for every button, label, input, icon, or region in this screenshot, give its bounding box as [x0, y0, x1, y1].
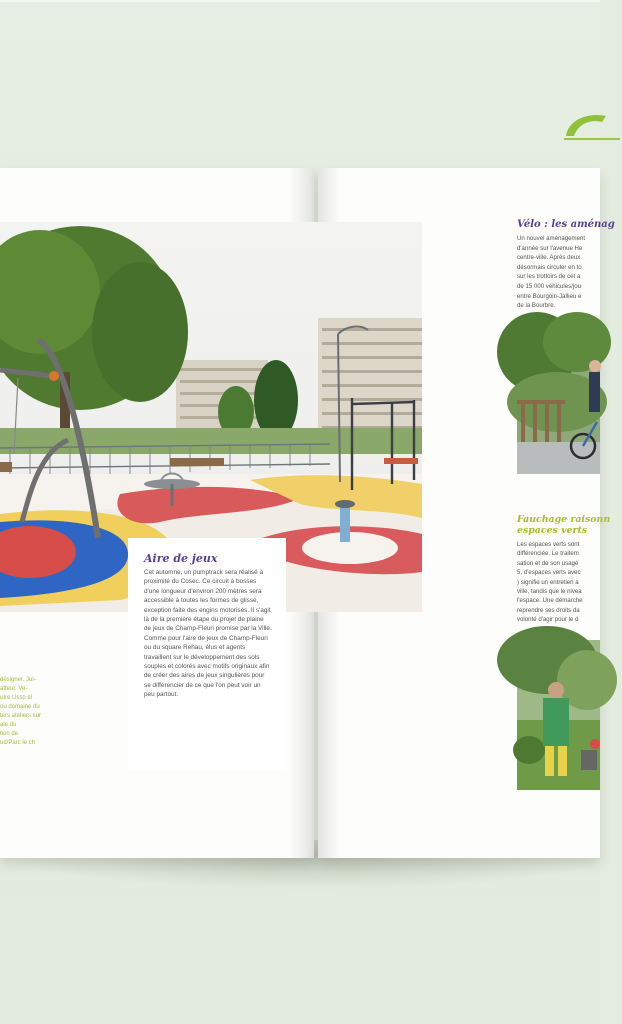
- velo-line: désormais circuler en to: [517, 263, 582, 271]
- fauchage-heading: [517, 514, 617, 536]
- fauchage-line: volonté d'agir pour le d: [517, 616, 579, 624]
- left-column-line: tion de: [0, 731, 19, 737]
- gardener-photo: [517, 640, 600, 790]
- fauchage-line: ) signifie un entretien a: [517, 578, 579, 586]
- velo-line: entre Bourgoin-Jallieu e: [517, 292, 582, 300]
- left-column-line: atteur, Ve-: [0, 686, 28, 692]
- left-column-line: désigner, Jul-: [0, 677, 36, 683]
- velo-heading: Vélo : les aménag: [517, 219, 615, 230]
- fauchage-heading-line: Fauchage raisonn: [517, 514, 611, 525]
- left-column-line: ud/Parc le ch: [0, 740, 36, 746]
- fauchage-line: ville, tandis que le nivea: [517, 588, 582, 596]
- velo-line: centre-ville. Après deux: [517, 254, 581, 262]
- aire-de-jeux-box: [128, 538, 286, 770]
- top-edge-line: [0, 0, 600, 2]
- fauchage-line: sation et de son usage: [517, 559, 579, 567]
- velo-line: de 15 000 véhicules/jou: [517, 282, 582, 290]
- cyclist-photo: [517, 322, 600, 474]
- fauchage-line: l'espace. Une démarche: [517, 597, 583, 605]
- fauchage-line: différenciée. Le traitem: [517, 550, 579, 558]
- logo-arc-icon: [562, 108, 622, 140]
- velo-text: [517, 234, 607, 311]
- velo-line: Un nouvel aménagement: [517, 235, 586, 242]
- aire-de-jeux-heading: Aire de jeux: [144, 552, 218, 565]
- velo-line: de la Bourbre.: [517, 302, 556, 310]
- fauchage-text: [517, 540, 607, 625]
- velo-line: sur les trottoirs de cet a: [517, 273, 581, 281]
- fauchage-heading-line: espaces verts: [517, 525, 588, 536]
- left-column-line: ale du: [0, 722, 17, 728]
- left-column-text: [0, 676, 60, 748]
- fauchage-line: reprendre ses droits da: [517, 606, 580, 614]
- fauchage-line: Les espaces verts sont: [517, 541, 580, 548]
- aire-de-jeux-body: Cet automne, un pumptrack sera réalisé à proximité du Cosec. Ce circuit à bosses d'une longueur d'environ 200 mètres sera accessible à toutes les formes de glisse, exception faite des engins motorisés. Il s'agit là de la première étape du projet de plaine de jeux de Champ-Fleuri promise par la Ville. Comme pour l'aire de jeux de Champ-Fleuri ou du square Rehau, élus et agents travaillent sur le développement des sols souples et colorés avec motifs originaux afin de créer des aires de jeux singulières pour se différencier de ce que l'on peut voir un peu partout.: [144, 569, 272, 699]
- left-column-line: ou domaine du: [0, 704, 40, 710]
- left-column-line: ters ateliers sur: [0, 713, 42, 719]
- fauchage-line: 5, d'espaces verts avec: [517, 569, 581, 577]
- velo-line: d'année sur l'avenue He: [517, 244, 583, 252]
- left-column-line: utre Usso el: [0, 695, 33, 701]
